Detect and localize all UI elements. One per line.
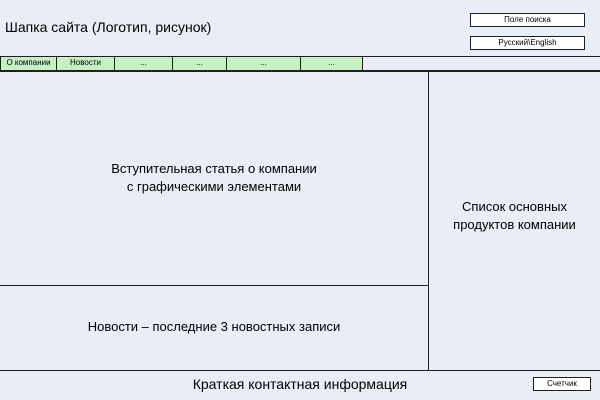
nav-item-4[interactable]: ...	[172, 57, 227, 71]
products-line-1: Список основных	[462, 199, 567, 214]
search-field[interactable]: Поле поиска	[470, 13, 585, 27]
nav-item-3[interactable]: ...	[114, 57, 173, 71]
intro-article-text	[0, 160, 428, 196]
nav-menu	[0, 57, 600, 71]
intro-line-1: Вступительная статья о компании	[111, 161, 317, 176]
counter-button[interactable]: Счетчик	[533, 377, 591, 391]
nav-item-6[interactable]: ...	[300, 57, 363, 71]
site-footer	[0, 370, 600, 400]
nav-item-news[interactable]: Новости	[56, 57, 115, 71]
site-header	[0, 0, 600, 57]
products-block	[428, 71, 600, 371]
intro-line-2: с графическими элементами	[126, 179, 302, 194]
header-title: Шапка сайта (Логотип, рисунок)	[5, 19, 212, 35]
intro-article-block	[0, 71, 429, 286]
nav-item-about[interactable]: О компании	[0, 57, 57, 71]
nav-item-5[interactable]: ...	[226, 57, 301, 71]
footer-contact-text: Краткая контактная информация	[192, 376, 408, 392]
news-block	[0, 285, 429, 371]
language-switch[interactable]: Русский\English	[470, 36, 585, 50]
products-text	[429, 198, 600, 234]
news-text: Новости – последние 3 новостных записи	[87, 319, 341, 334]
products-line-2: продуктов компании	[453, 217, 576, 232]
